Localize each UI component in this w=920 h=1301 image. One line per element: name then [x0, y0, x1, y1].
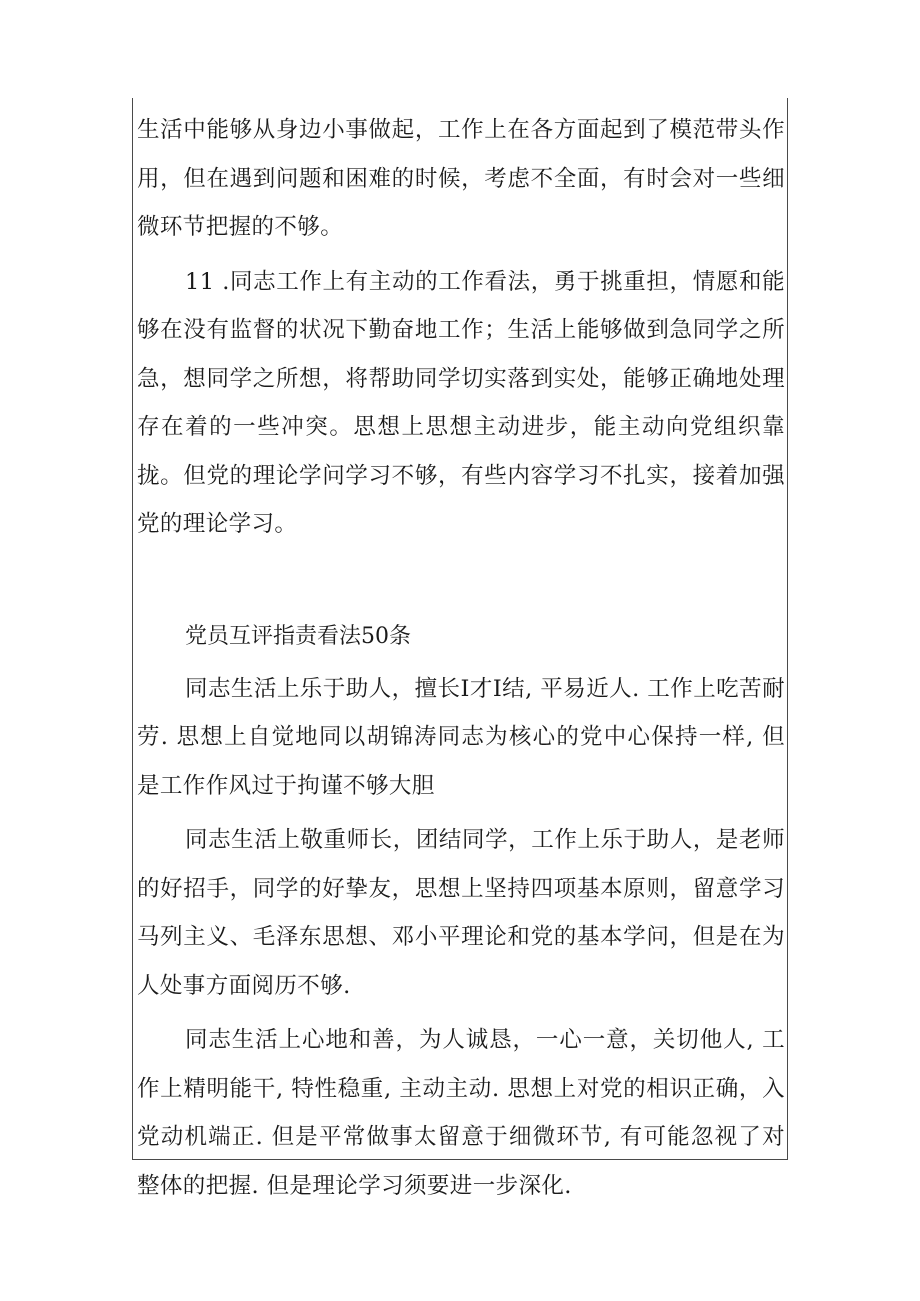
section-title: 党员互评指责看法50条: [185, 623, 411, 649]
section-paragraph-3: 同志生活上心地和善，为人诚恳，一心一意，关切他人, 工作上精明能干, 特性稳重, 主动主动. 思想上对党的相识正确，入党动机端正. 但是平常做事太留意于细微环节, 有可能忽视了对整体的把握. 但是理论学习须要进一步深化.: [137, 1027, 785, 1199]
section-spacer: [137, 549, 785, 613]
paragraph-item-11: 11 .同志工作上有主动的工作看法，勇于挑重担，情愿和能够在没有监督的状况下勤奋地工作；生活上能够做到急同学之所急，想同学之所想，将帮助同学切实落到实处，能够正确地处理存在着的一些冲突。思想上思想主动进步，能主动向党组织靠拢。但党的理论学问学习不够，有些内容学习不扎实，接着加强党的理论学习。: [137, 268, 785, 537]
paragraph-continuation: 生活中能够从身边小事做起，工作上在各方面起到了模范带头作用，但在遇到问题和困难的时候，考虑不全面，有时会对一些细微环节把握的不够。: [137, 117, 785, 240]
section-paragraph-1: 同志生活上乐于助人，擅长I才I结, 平易近人. 工作上吃苦耐劳. 思想上自觉地同以胡锦涛同志为核心的党中心保持一样, 但是工作作风过于拘谨不够大胆: [137, 675, 785, 799]
section-paragraph-2: 同志生活上敬重师长，团结同学，工作上乐于助人，是老师的好招手，同学的好挚友，思想上坚持四项基本原则，留意学习马列主义、毛泽东思想、邓小平理论和党的基本学问，但是在为人处事方面阅历不够.: [137, 827, 785, 999]
document-body: [137, 106, 785, 1210]
